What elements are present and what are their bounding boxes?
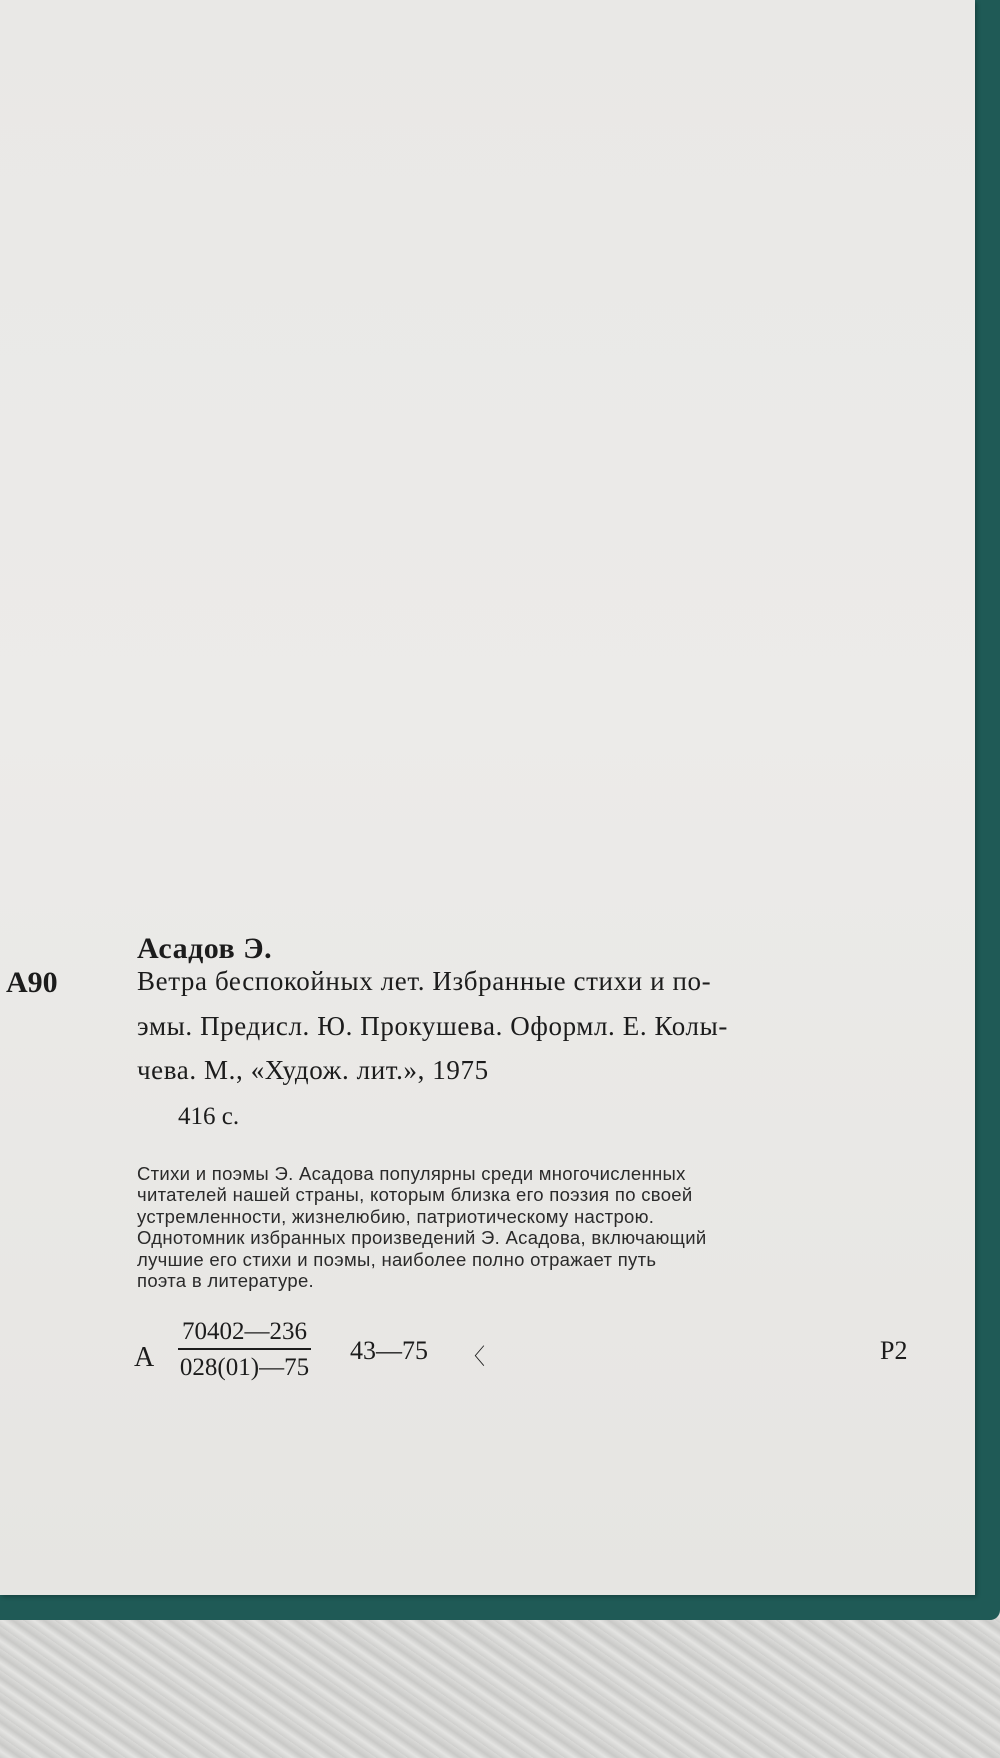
title-line: эмы. Предисл. Ю. Прокушева. Оформл. Е. Колы-: [137, 1011, 728, 1041]
index-letter: А: [134, 1342, 155, 1373]
classification-code: А90: [6, 966, 58, 999]
annotation-line: Стихи и поэмы Э. Асадова популярны среди многочисленных: [137, 1163, 686, 1184]
author-name: Асадов Э.: [137, 932, 273, 965]
annotation-line: читателей нашей страны, которым близка его поэзия по своей: [137, 1184, 693, 1205]
index-denominator: 028(01)—75: [179, 1354, 310, 1381]
title-line: чева. М., «Худож. лит.», 1975: [137, 1055, 489, 1085]
subject-code: Р2: [880, 1336, 908, 1365]
index-suffix: 43—75: [350, 1336, 428, 1365]
index-fraction: [178, 1318, 311, 1382]
annotation-line: Однотомник избранных произведений Э. Асадова, включающий: [137, 1227, 707, 1248]
annotation-line: лучшие его стихи и поэмы, наиболее полно отражает путь: [137, 1249, 657, 1270]
index-mark: 〈: [463, 1344, 486, 1369]
page-count: 416 с.: [178, 1103, 240, 1130]
index-numerator: 70402—236: [178, 1318, 311, 1350]
annotation-line: устремленности, жизнелюбию, патриотическому настрою.: [137, 1206, 655, 1227]
annotation-line: поэта в литературе.: [137, 1270, 314, 1291]
title-line: Ветра беспокойных лет. Избранные стихи и по-: [137, 966, 712, 996]
